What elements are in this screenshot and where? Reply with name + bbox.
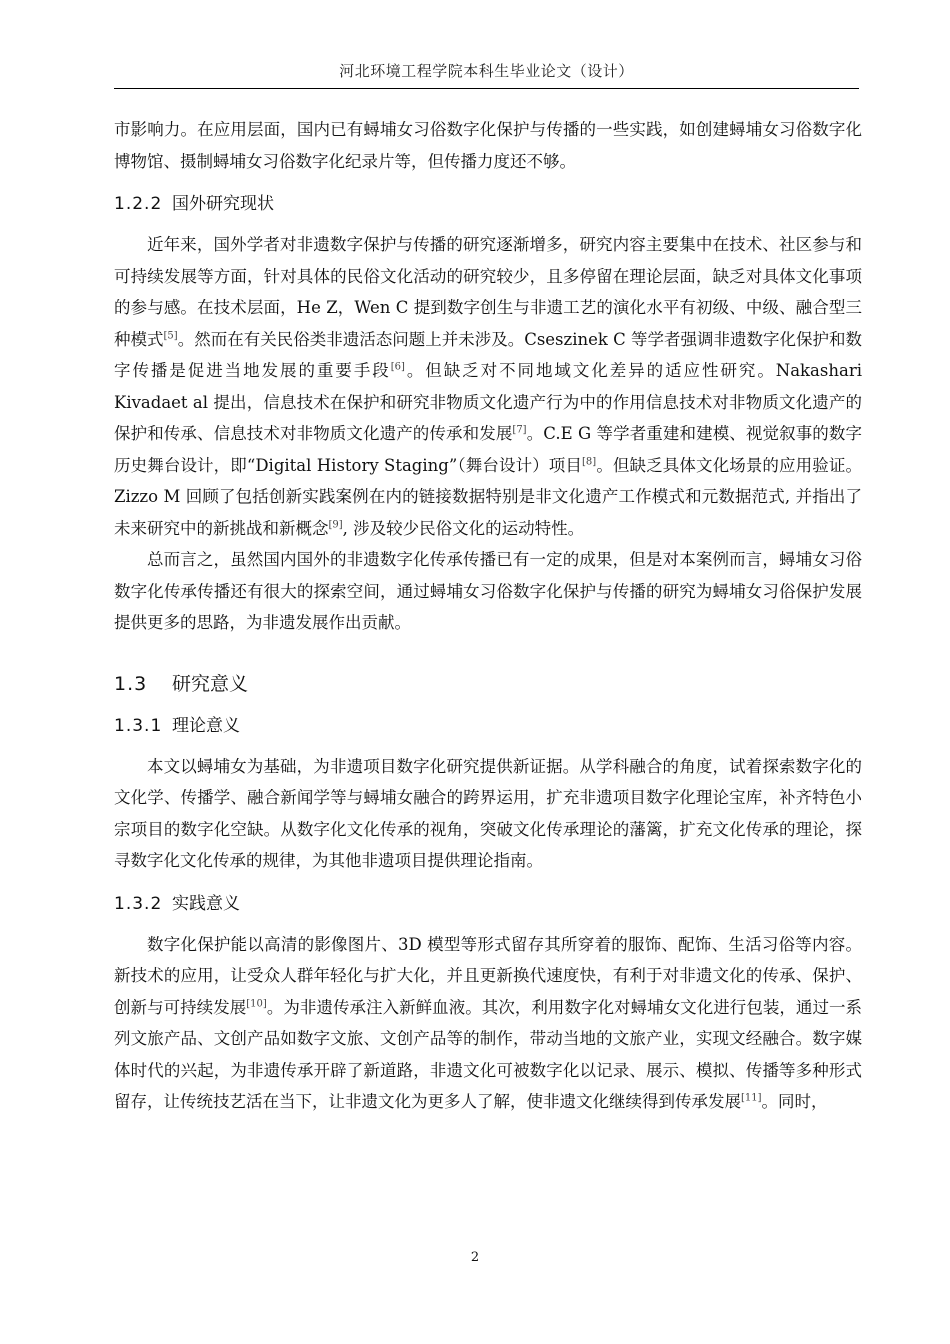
citation: [8] — [582, 456, 597, 467]
section-heading-1-3-2 — [114, 891, 862, 917]
section-title: 实践意义 — [172, 893, 240, 914]
citation: [7] — [512, 424, 527, 436]
page-number: 2 — [470, 1250, 480, 1265]
section-heading-1-2-2 — [114, 191, 862, 217]
section-title: 研究意义 — [172, 672, 249, 695]
section-number: 1.2.2 — [114, 194, 163, 214]
paragraph-foreign-research — [114, 229, 862, 544]
section-heading-1-3 — [114, 669, 862, 699]
section-number: 1.3.2 — [114, 893, 163, 914]
citation: [10] — [246, 998, 267, 1009]
paragraph-practical — [114, 929, 862, 1118]
text-run: 。为非遗传承注入新鲜血液。其次，利用数字化对蟳埔女文化进行包装，通过一系列文旅产品、文创产品如数字文旅、文创产品等的制作，带动当地的文旅产业，实现文经融合。数字媒体时代的兴起，为非遗传承开辟了新道路，非遗文化可被数字化以记录、展示、模拟、传播等多种形式留存，让传统技艺活在当下，让非遗文化为更多人了解，使非遗文化继续得到传承发展 — [114, 997, 863, 1111]
text-run: 。但缺乏具体文化场景的应用验证。Zizzo M 回顾了包括创新实践案例在内的链接数据特别是非文化遗产工作模式和元数据范式, 并指出了未来研究中的新挑战和新概念 — [114, 455, 862, 538]
header-rule — [114, 88, 859, 89]
text-run: 。同时， — [761, 1092, 828, 1111]
text-run: , 涉及较少民俗文化的运动特性。 — [342, 518, 585, 538]
section-number: 1.3 — [114, 672, 148, 695]
citation: [11] — [741, 1092, 762, 1104]
running-header: 河北环境工程学院本科生毕业论文（设计） — [339, 62, 634, 80]
text-run: 。C.E G 等学者重建和建模、视觉叙事的数字历史舞台设计，即“Digital History Staging”（舞台设计）项目 — [114, 424, 863, 475]
paragraph-summary: 总而言之，虽然国内国外的非遗数字化传承传播已有一定的成果，但是对本案例而言，蟳埔女习俗数字化传承传播还有很大的探索空间，通过蟳埔女习俗数字化保护与传播的研究为蟳埔女习俗保护发展提供更多的思路，为非遗发展作出贡献。 — [114, 550, 862, 632]
text-run: 。然而在有关民俗类非遗活态问题上并未涉及。Cseszinek C 等学者强调非遗数字化保护和数字传播是促进当地发展的重要手段 — [114, 329, 863, 380]
section-heading-1-3-1 — [114, 713, 862, 739]
paragraph-continued: 市影响力。在应用层面，国内已有蟳埔女习俗数字化保护与传播的一些实践，如创建蟳埔女习俗数字化博物馆、摄制蟳埔女习俗数字化纪录片等，但传播力度还不够。 — [114, 120, 862, 171]
section-title: 理论意义 — [172, 715, 240, 736]
paragraph-theoretical: 本文以蟳埔女为基础，为非遗项目数字化研究提供新证据。从学科融合的角度，试着探索数字化的文化学、传播学、融合新闻学等与蟳埔女融合的跨界运用，扩充非遗项目数字化理论宝库，补齐特色小宗项目的数字化空缺。从数字化文化传承的视角，突破文化传承理论的藩篱，扩充文化传承的理论，探寻数字化文化传承的规律，为其他非遗项目提供理论指南。 — [114, 756, 862, 870]
text-run: 数字化保护能以高清的影像图片、3D 模型等形式留存其所穿着的服饰、配饰、生活习俗等内容。新技术的应用，让受众人群年轻化与扩大化，并且更新换代速度快，有利于对非遗文化的传承、保护、创新与可持续发展 — [114, 934, 862, 1017]
body-text — [114, 114, 862, 1118]
text-run: 近年来，国外学者对非遗数字保护与传播的研究逐渐增多，研究内容主要集中在技术、社区参与和可持续发展等方面，针对具体的民俗文化活动的研究较少，且多停留在理论层面，缺乏对具体文化事项的参与感。在技术层面，He Z，Wen C 提到数字创生与非遗工艺的演化水平有初级、中级、融合型三种模式 — [114, 235, 862, 349]
section-number: 1.3.1 — [114, 715, 163, 736]
citation: [6] — [390, 361, 405, 373]
section-title: 国外研究现状 — [172, 194, 274, 214]
citation: [5] — [163, 330, 178, 341]
text-run: 。但缺乏对不同地域文化差异的适应性研究。Nakashari Kivadaet al 提出，信息技术在保护和研究非物质文化遗产行为中的作用信息技术对非物质文化遗产的保护和传承、信息技术对非物质文化遗产的传承和发展 — [114, 361, 862, 443]
citation: [9] — [328, 519, 343, 530]
